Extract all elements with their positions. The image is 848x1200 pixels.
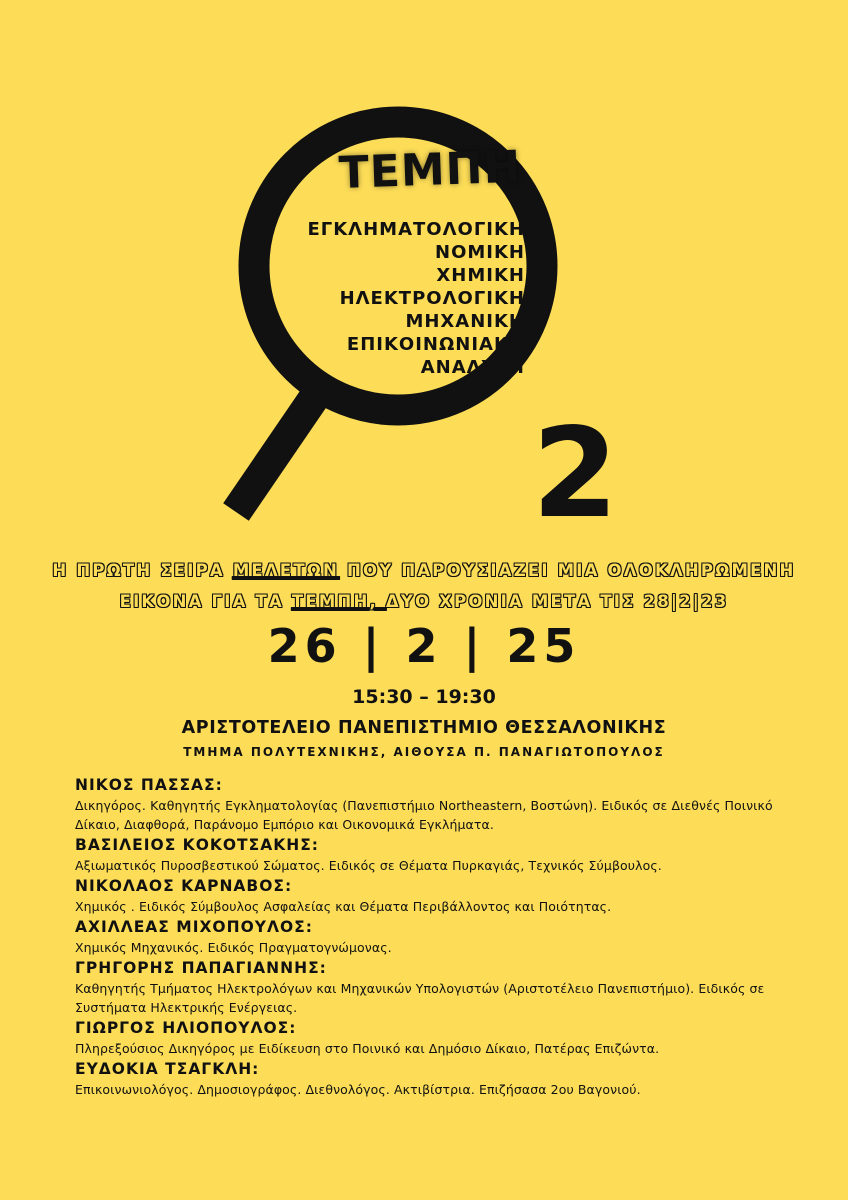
subject-item: ΝΟΜΙΚΗ — [435, 242, 525, 263]
tagline-text: ΕΙΚΟΝΑ ΓΙΑ ΤΑ — [119, 592, 292, 611]
subject-item: ΧΗΜΙΚΗ — [436, 265, 525, 286]
speaker-list — [75, 775, 795, 1100]
speaker-name: ΒΑΣΙΛΕΙΟΣ ΚΟΚΟΤΣΑΚΗΣ: — [75, 836, 319, 854]
subject-item: ΕΠΙΚΟΙΝΩΝΙΑΚΗ — [346, 334, 525, 355]
magnifier-handle — [236, 392, 318, 512]
subject-item: ΜΗΧΑΝΙΚΗ — [405, 311, 525, 332]
speaker-entry — [75, 1059, 795, 1099]
speaker-entry — [75, 917, 795, 957]
speaker-name: ΝΙΚΟΛΑΟΣ ΚΑΡΝΑΒΟΣ: — [75, 877, 293, 895]
speaker-description: Καθηγητής Τμήματος Ηλεκτρολόγων και Μηχανικών Υπολογιστών (Αριστοτέλειο Πανεπιστήμιο). Ειδικός σε Συστήματα Ηλεκτρικής Ενέργειας. — [75, 981, 765, 1015]
speaker-entry — [75, 958, 795, 1017]
speaker-description: Πληρεξούσιος Δικηγόρος με Ειδίκευση στο Ποινικό και Δημόσιο Δίκαιο, Πατέρας Επιζώντα. — [75, 1041, 660, 1056]
speaker-entry — [75, 775, 795, 834]
event-date: 26 | 2 | 25 — [267, 619, 581, 673]
speaker-description: Αξιωματικός Πυροσβεστικού Σώματος. Ειδικός σε Θέματα Πυρκαγιάς, Τεχνικός Σύμβουλος. — [75, 858, 662, 873]
subject-list — [270, 218, 525, 379]
tagline — [0, 555, 848, 617]
speaker-entry — [75, 1018, 795, 1058]
speaker-description: Δικηγόρος. Καθηγητής Εγκληματολογίας (Πανεπιστήμιο Northeastern, Βοστώνη). Ειδικός σε Διεθνές Ποινικό Δίκαιο, Διαφθορά, Παράνομο Εμπόριο και Οικονομικά Εγκλήματα. — [75, 798, 773, 832]
speaker-name: ΕΥΔΟΚΙΑ ΤΣΑΓΚΛΗ: — [75, 1060, 260, 1078]
speaker-name: ΓΙΩΡΓΟΣ ΗΛΙΟΠΟΥΛΟΣ: — [75, 1019, 297, 1037]
tagline-text: Η ΠΡΩΤΗ ΣΕΙΡΑ — [52, 561, 233, 580]
issue-number: 2 — [532, 402, 619, 546]
speaker-description: Επικοινωνιολόγος. Δημοσιογράφος. Διεθνολόγος. Ακτιβίστρια. Επιζήσασα 2ου Βαγονιού. — [75, 1082, 641, 1097]
speaker-description: Χημικός Μηχανικός. Ειδικός Πραγματογνώμονας. — [75, 940, 392, 955]
subject-item: ΗΛΕΚΤΡΟΛΟΓΙΚΗ — [339, 288, 525, 309]
speaker-entry — [75, 876, 795, 916]
tagline-text: ΔΥΟ ΧΡΟΝΙΑ ΜΕΤΑ ΤΙΣ 28|2|23 — [385, 592, 729, 611]
tagline-emphasis: ΜΕΛΕΤΩΝ — [232, 561, 340, 580]
tagline-emphasis: ΤΕΜΠΗ, — [291, 592, 386, 611]
speaker-name: ΝΙΚΟΣ ΠΑΣΣΑΣ: — [75, 776, 223, 794]
subject-item: ΕΓΚΛΗΜΑΤΟΛΟΓΙΚΗ — [307, 219, 525, 240]
tagline-text: ΠΟΥ ΠΑΡΟΥΣΙΑΖΕΙ ΜΙΑ ΟΛΟΚΛΗΡΩΜΕΝΗ — [339, 561, 796, 580]
subject-item: ΑΝΑΛΥΣΗ — [420, 357, 525, 378]
speaker-entry — [75, 835, 795, 875]
speaker-description: Χημικός . Ειδικός Σύμβουλος Ασφαλείας και Θέματα Περιβάλλοντος και Ποιότητας. — [75, 899, 612, 914]
event-venue: ΑΡΙΣΤΟΤΕΛΕΙΟ ΠΑΝΕΠΙΣΤΗΜΙΟ ΘΕΣΣΑΛΟΝΙΚΗΣ — [181, 718, 667, 738]
tagline-line-2 — [0, 586, 848, 617]
event-time: 15:30 – 19:30 — [352, 686, 496, 708]
poster-title: ΤΕΜΠΗ — [338, 141, 523, 199]
speaker-name: ΓΡΗΓΟΡΗΣ ΠΑΠΑΓΙΑΝΝΗΣ: — [75, 959, 327, 977]
tagline-line-1 — [0, 555, 848, 586]
event-venue-detail: ΤΜΗΜΑ ΠΟΛΥΤΕΧΝΙΚΗΣ, ΑΙΘΟΥΣΑ Π. ΠΑΝΑΓΙΩΤΟΠΟΥΛΟΣ — [183, 745, 665, 759]
speaker-name: ΑΧΙΛΛΕΑΣ ΜΙΧΟΠΟΥΛΟΣ: — [75, 918, 313, 936]
